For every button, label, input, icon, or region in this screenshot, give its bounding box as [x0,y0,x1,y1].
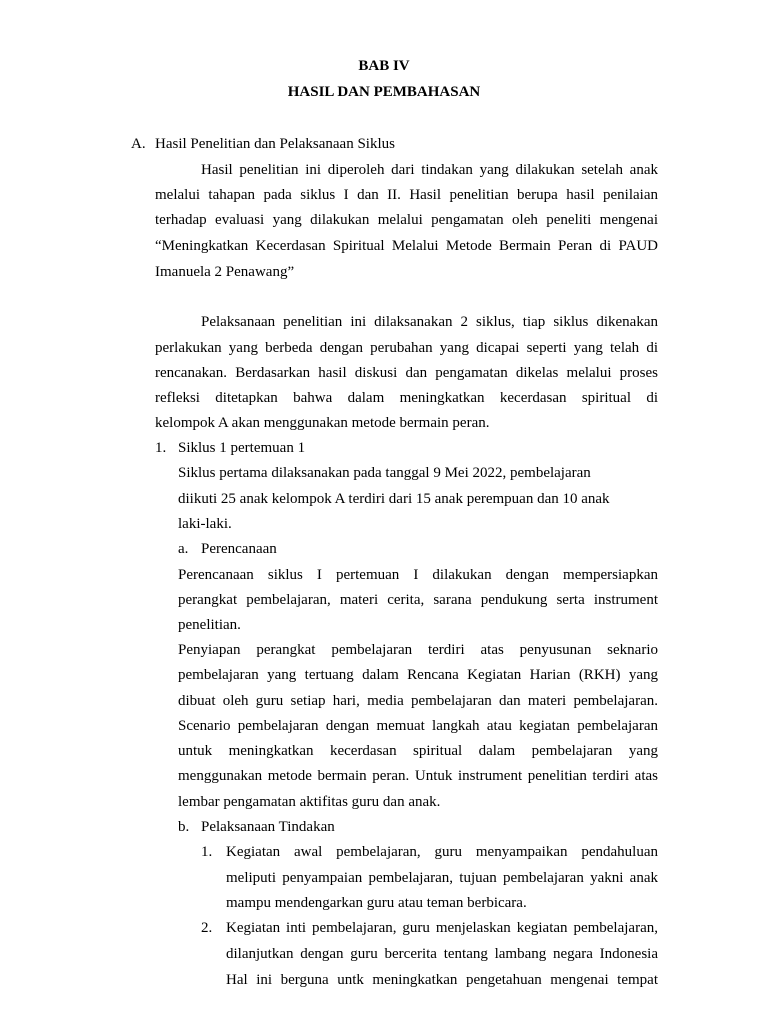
paragraph-line: melalui tahapan pada siklus I dan II. Hasil penelitian berupa hasil penilaian [155,187,658,203]
paragraph-line: Kegiatan inti pembelajaran, guru menjelaskan kegiatan pembelajaran, [226,920,658,936]
list-heading: Pelaksanaan Tindakan [201,819,335,835]
chapter-title: BAB IV [358,58,410,74]
paragraph-line: pembelajaran yang tertuang dalam Rencana Kegiatan Harian (RKH) yang [178,667,658,683]
chapter-subtitle: HASIL DAN PEMBAHASAN [287,84,481,100]
paragraph-line: Hasil penelitian ini diperoleh dari tindakan yang dilakukan setelah anak [201,162,658,178]
paragraph-line: refleksi ditetapkan bahwa dalam meningkatkan kecerdasan spiritual di [155,390,658,406]
paragraph-line: rencanakan. Berdasarkan hasil diskusi dan pengamatan dikelas melalui proses [155,365,658,381]
paragraph-line: Kegiatan awal pembelajaran, guru menyampaikan pendahuluan [226,844,658,860]
paragraph-line: kelompok A akan menggunakan metode bermain peran. [155,415,490,431]
list-marker: 2. [201,920,213,936]
paragraph-line: mampu mendengarkan guru atau teman berbicara. [226,895,527,911]
paragraph-line: terhadap evaluasi yang dilakukan melalui pengamatan oleh peneliti mengenai [155,212,658,228]
paragraph-line: untuk meningkatkan kecerdasan spiritual dalam pembelajaran yang [178,743,658,759]
paragraph-line: Imanuela 2 Penawang” [155,264,295,280]
section-heading: Hasil Penelitian dan Pelaksanaan Siklus [155,136,395,152]
list-marker: 1. [155,440,167,456]
list-marker: 1. [201,844,213,860]
paragraph-line: menggunakan metode bermain peran. Untuk instrument penelitian terdiri atas [178,768,658,784]
paragraph-line: Penyiapan perangkat pembelajaran terdiri atas penyusunan seknario [178,642,658,658]
paragraph-line: Siklus pertama dilaksanakan pada tanggal 9 Mei 2022, pembelajaran [178,465,591,481]
paragraph-line: meliputi penyampaian pembelajaran, tujuan pembelajaran yakni anak [226,870,658,886]
paragraph-line: Pelaksanaan penelitian ini dilaksanakan 2 siklus, tiap siklus dikenakan [201,314,658,330]
paragraph-line: Scenario pembelajaran dengan memuat langkah atau kegiatan pembelajaran [178,718,658,734]
paragraph-line: lembar pengamatan aktifitas guru dan anak. [178,794,441,810]
list-heading: Siklus 1 pertemuan 1 [178,440,306,456]
paragraph-line: dibuat oleh guru setiap hari, media pembelajaran dan materi pembelajaran. [178,693,658,709]
paragraph-line: perangkat pembelajaran, materi cerita, sarana pendukung serta instrument [178,592,658,608]
paragraph-line: penelitian. [178,617,241,633]
paragraph-line: “Meningkatkan Kecerdasan Spiritual Melalui Metode Bermain Peran di PAUD [155,238,658,254]
list-heading: Perencanaan [201,541,277,557]
paragraph-line: Perencanaan siklus I pertemuan I dilakukan dengan mempersiapkan [178,567,658,583]
paragraph-line: diikuti 25 anak kelompok A terdiri dari 15 anak perempuan dan 10 anak [178,491,610,507]
list-marker: a. [178,541,189,557]
paragraph-line: Hal ini berguna untk meningkatkan pengetahuan mengenai tempat [226,972,658,988]
paragraph-line: perlakukan yang berbeda dengan perubahan yang dicapai seperti yang telah di [155,340,658,356]
list-marker: b. [178,819,190,835]
paragraph-line: laki-laki. [178,516,232,532]
section-marker: A. [131,136,146,152]
paragraph-line: dilanjutkan dengan guru bercerita tentang lambang negara Indonesia [226,946,658,962]
